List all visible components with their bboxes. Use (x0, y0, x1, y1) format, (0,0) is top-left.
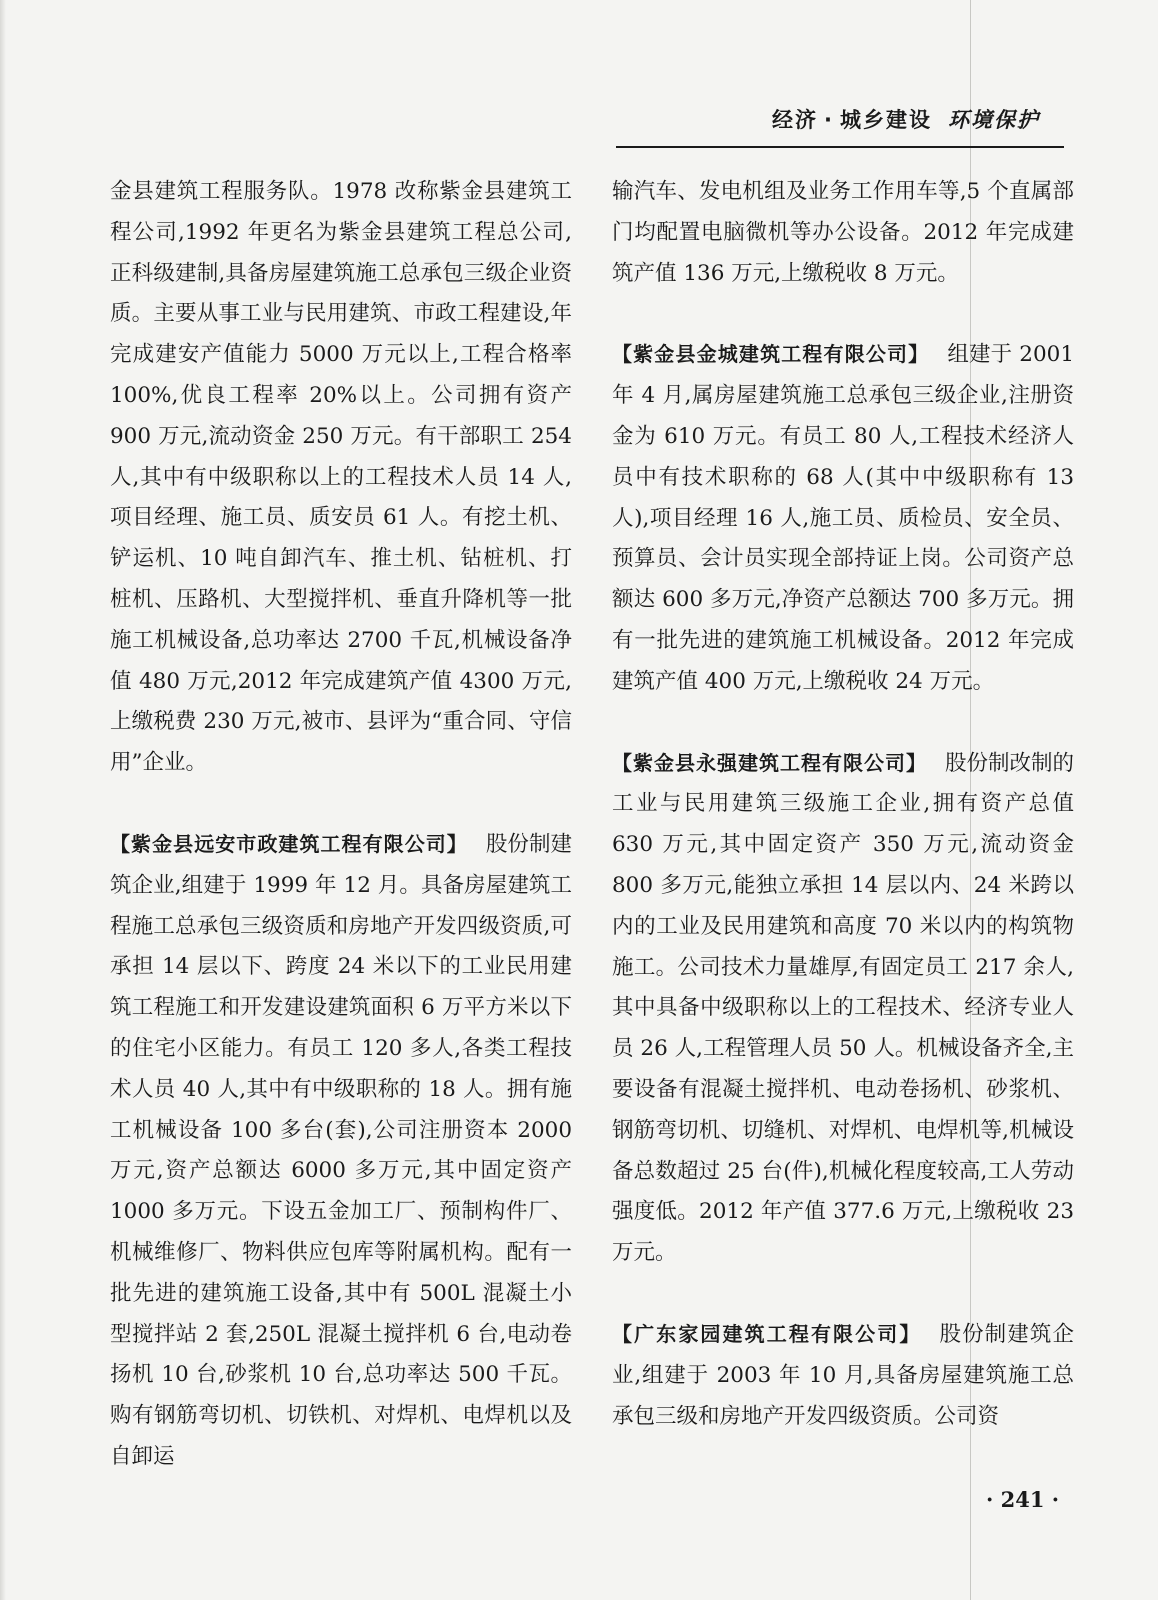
entry-paragraph (612, 1314, 1074, 1437)
left-column (110, 172, 572, 1478)
entry-body: 股份制建筑企业,组建于 1999 年 12 月。具备房屋建筑工程施工总承包三级资质和房地产开发四级资质,可承担 14 层以下、跨度 24 米以下的工业民用建筑工程施工和开发建设建筑面积 6 万平方米以下的住宅小区能力。有员工 120 多人,各类工程技术人员 40 人,其中有中级职称的 18 人。拥有施工机械设备 100 多台(套),公司注册资本 2000 万元,资产总额达 6000 多万元,其中固定资产 1000 多万元。下设五金加工厂、预制构件厂、机械维修厂、物料供应包库等附属机构。配有一批先进的建筑施工设备,其中有 500L 混凝土小型搅拌站 2 套,250L 混凝土搅拌机 6 台,电动卷扬机 10 台,砂浆机 10 台,总功率达 500 千瓦。购有钢筋弯切机、切铁机、对焊机、电焊机以及自卸运 (110, 831, 572, 1469)
entry-title: 【紫金县远安市政建筑工程有限公司】 (110, 831, 468, 856)
right-continuation-paragraph: 输汽车、发电机组及业务工作用车等,5 个直属部门均配置电脑微机等办公设备。2012 年完成建筑产值 136 万元,上缴税收 8 万元。 (612, 179, 1074, 286)
scan-edge (0, 0, 6, 1600)
entry-paragraph (110, 824, 572, 1478)
entry-title: 【紫金县金城建筑工程有限公司】 (612, 342, 930, 367)
entry-title: 【广东家园建筑工程有限公司】 (612, 1321, 922, 1346)
entry-paragraph (612, 334, 1074, 702)
header-rule (616, 146, 1064, 148)
running-head-subsection: 城乡建设 (840, 108, 932, 132)
entry-body: 股份制建筑企业,组建于 2003 年 10 月,具备房屋建筑施工总承包三级和房地产开发四级资质。公司资 (612, 1321, 1074, 1429)
page-number: · 241 · (986, 1487, 1060, 1512)
entry-paragraph (612, 743, 1074, 1274)
left-continuation-paragraph: 金县建筑工程服务队。1978 改称紫金县建筑工程公司,1992 年更名为紫金县建筑工程总公司,正科级建制,具备房屋建筑施工总承包三级企业资质。主要从事工业与民用建筑、市政工程建设,年完成建安产值能力 5000 万元以上,工程合格率 100%,优良工程率 20%以上。公司拥有资产 900 万元,流动资金 250 万元。有干部职工 254 人,其中有中级职称以上的工程技术人员 14 人,项目经理、施工员、质安员 61 人。有挖土机、铲运机、10 吨自卸汽车、推土机、钻桩机、打桩机、压路机、大型搅拌机、垂直升降机等一批施工机械设备,总功率达 2700 千瓦,机械设备净值 480 万元,2012 年完成建筑产值 4300 万元,上缴税费 230 万元,被市、县评为“重合同、守信用”企业。 (110, 179, 572, 776)
running-head-topic: 环境保护 (948, 108, 1040, 132)
right-column (612, 172, 1074, 1437)
entry-title: 【紫金县永强建筑工程有限公司】 (612, 750, 927, 775)
running-head (772, 104, 1040, 134)
running-head-separator: · (824, 108, 834, 132)
entry-body: 组建于 2001 年 4 月,属房屋建筑施工总承包三级企业,注册资金为 610 万元。有员工 80 人,工程技术经济人员中有技术职称的 68 人(其中中级职称有 13 人),项目经理 16 人,施工员、质检员、安全员、预算员、会计员实现全部持证上岗。公司资产总额达 600 多万元,净资产总额达 700 多万元。拥有一批先进的建筑施工机械设备。2012 年完成建筑产值 400 万元,上缴税收 24 万元。 (612, 342, 1074, 694)
running-head-section: 经济 (772, 108, 819, 132)
entry-body: 股份制改制的工业与民用建筑三级施工企业,拥有资产总值 630 万元,其中固定资产 350 万元,流动资金 800 多万元,能独立承担 14 层以内、24 米跨以内的工业及民用建筑和高度 70 米以内的构筑物施工。公司技术力量雄厚,有固定员工 217 余人,其中具备中级职称以上的工程技术、经济专业人员 26 人,工程管理人员 50 人。机械设备齐全,主要设备有混凝土搅拌机、电动卷扬机、砂浆机、钢筋弯切机、切缝机、对焊机、电焊机等,机械设备总数超过 25 台(件),机械化程度较高,工人劳动强度低。2012 年产值 377.6 万元,上缴税收 23 万元。 (612, 750, 1075, 1266)
